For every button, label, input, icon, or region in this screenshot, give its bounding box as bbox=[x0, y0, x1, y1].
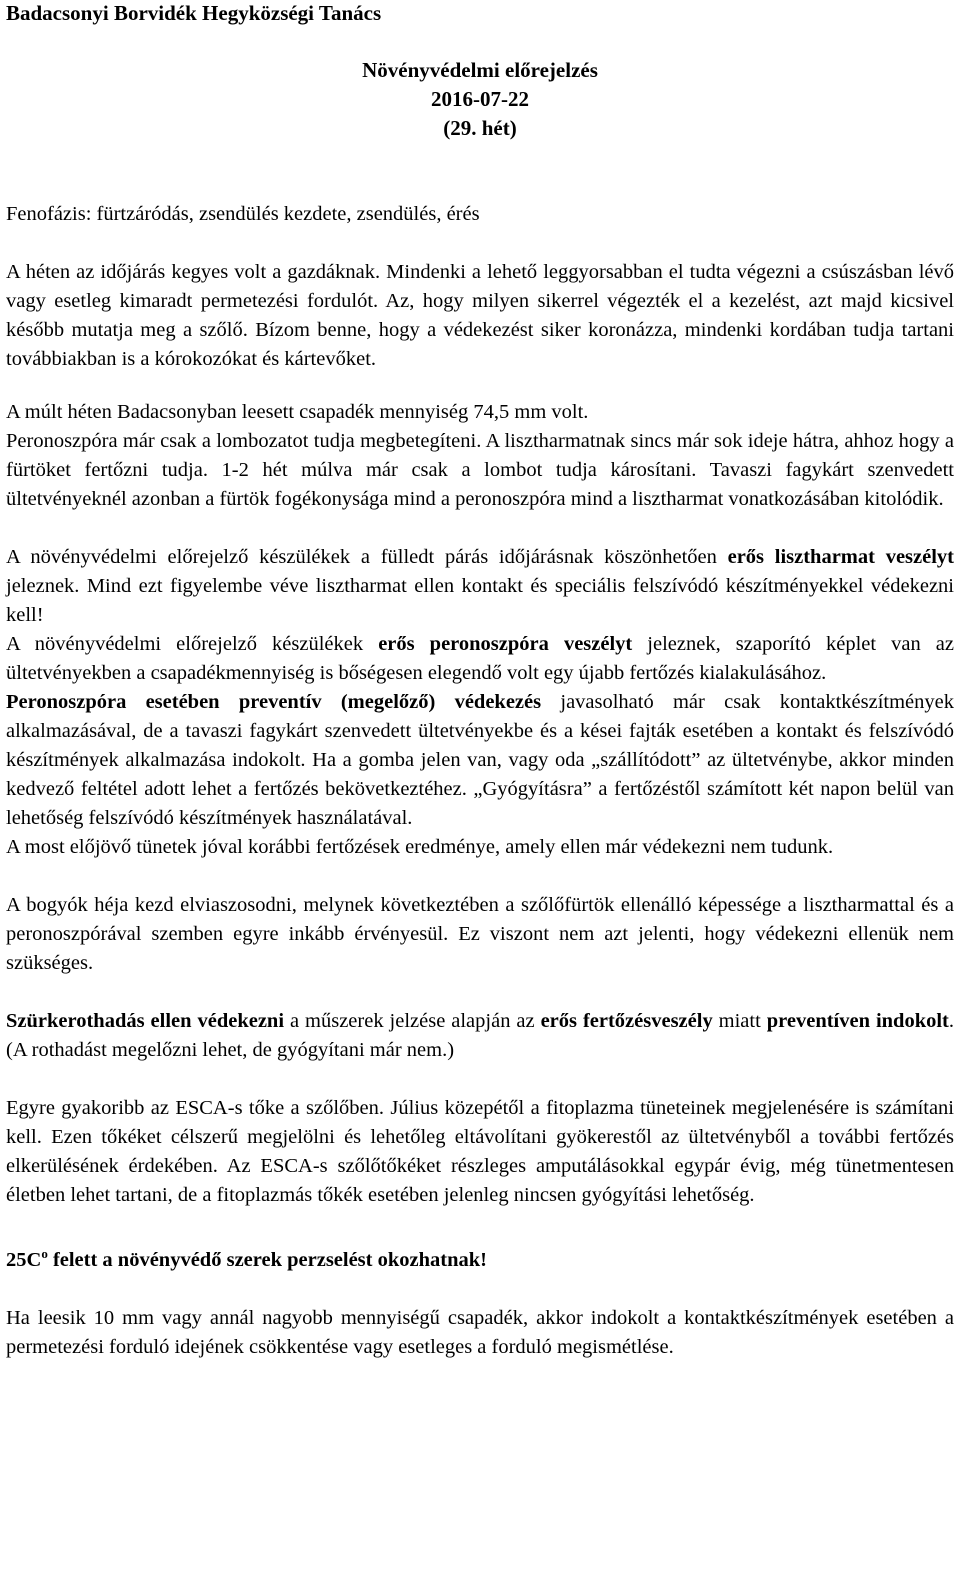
paragraph-symptoms: A most előjövő tünetek jóval korábbi fertőzések eredménye, amely ellen már védekezni nem tudunk. bbox=[6, 836, 834, 858]
text-run: jeleznek, szaporító képlet van az ültetvényekben a csapadékmennyiség is bőségesen elegendő volt egy újabb fertőzés kialakulásához. bbox=[6, 633, 954, 684]
paragraph-esca: Egyre gyakoribb az ESCA-s tőke a szőlőben. Július közepétől a fitoplazma tüneteinek megjelenésére is számítani kell. Ezen tőkéket célszerű megjelölni és lehetőleg eltávolítani gyökerestől az ültetvényből a további fertőzés elkerülésének érdekében. Az ESCA-s szőlőtőkéket részleges amputálásokkal egypár évig, még tünetmentesen életben lehet tartani, de a fitoplazmás tőkék esetében jelenleg nincsen gyógyítási lehetőség. bbox=[6, 1097, 954, 1206]
emphasis-text: erős peronoszpóra veszélyt bbox=[378, 633, 633, 655]
paragraph-disease-status: Peronoszpóra már csak a lombozatot tudja megbetegíteni. A lisztharmatnak sincs már sok ideje hátra, ahhoz hogy a fürtöket fertőzni tudja. 1-2 hét múlva már csak a lombot tudja károsítani. Tavaszi fagykárt szenvedett ültetvényeknél azonban a fürtök fogékonysága mind a peronoszpóra mind a lisztharmat vonatkozásában kitolódik. bbox=[6, 430, 954, 510]
degree-superscript: o bbox=[41, 1246, 48, 1261]
paragraph-powdery-mildew-warning bbox=[6, 543, 954, 630]
text-run: A növényvédelmi előrejelző készülékek a fülledt párás időjárásnak köszönhetően bbox=[6, 546, 728, 568]
emphasis-text: erős lisztharmat veszélyt bbox=[727, 546, 954, 568]
organization-name: Badacsonyi Borvidék Hegyközségi Tanács bbox=[6, 1, 382, 25]
document-body bbox=[6, 200, 954, 1362]
paragraph-precipitation: A múlt héten Badacsonyban leesett csapadék mennyiség 74,5 mm volt. bbox=[6, 401, 589, 423]
text-run: A növényvédelmi előrejelző készülékek bbox=[6, 633, 379, 655]
paragraph-rain-rule: Ha leesik 10 mm vagy annál nagyobb mennyiségű csapadék, akkor indokolt a kontaktkészítmények esetében a permetezési forduló idejének csökkentése vagy esetleges a forduló megismétlése. bbox=[6, 1306, 954, 1358]
paragraph-grey-mould bbox=[6, 1007, 954, 1065]
text-run: 25C bbox=[6, 1248, 42, 1271]
paragraph-berry-skin: A bogyók héja kezd elviaszosodni, melynek következtében a szőlőfürtök ellenálló képessége a lisztharmattal és a peronoszpórával szemben egyre inkább érvényesül. Ez viszont nem azt jelenti, hogy védekezni ellenük nem szükséges. bbox=[6, 894, 954, 974]
document-header bbox=[0, 56, 960, 143]
text-run: miatt bbox=[712, 1010, 767, 1032]
emphasis-text: Peronoszpóra esetében preventív (megelőző) védekezés bbox=[6, 691, 542, 713]
paragraph-preventive-protection bbox=[6, 688, 954, 833]
paragraph-downy-mildew-warning bbox=[6, 630, 954, 688]
document-week: (29. hét) bbox=[443, 116, 517, 140]
paragraph-weather: A héten az időjárás kegyes volt a gazdáknak. Mindenki a lehető leggyorsabban el tudta végezni a csúszásban lévő vagy esetleg kimaradt permetezési fordulót. Az, hogy milyen sikerrel végezték el a kezelést, azt majd kicsivel később mutatja meg a szőlő. Bízom benne, hogy a védekezést siker koronázza, mindenki kordában tudja tartani továbbiakban is a kórokozókat és kártevőket. bbox=[6, 261, 954, 370]
emphasis-text: preventíven indokolt bbox=[766, 1010, 949, 1032]
text-run: javasolható már csak kontaktkészítmények alkalmazásával, de a tavaszi fagykárt szenvedett ültetvényekbe és a kései fajták esetében a kontakt és felszívódó készítmények alkalmazása indokolt. Ha a gomba jelen van, vagy oda „szállítódott” az ültetvénybe, akkor minden kedvező feltétel adott lehet a fertőzés bekövetkeztéhez. „Gyógyításra” a fertőzéstől számított két napon belül van lehetőség felszívódó készítmények használatával. bbox=[6, 691, 954, 829]
phenophase-line: Fenofázis: fürtzáródás, zsendülés kezdete, zsendülés, érés bbox=[6, 203, 480, 225]
text-run: jeleznek. Mind ezt figyelembe véve lisztharmat ellen kontakt és speciális felszívódó készítményekkel védekezni kell! bbox=[6, 575, 954, 626]
document-date: 2016-07-22 bbox=[431, 87, 529, 111]
emphasis-text: Szürkerothadás ellen védekezni bbox=[6, 1010, 285, 1032]
text-run: a műszerek jelzése alapján az bbox=[284, 1010, 541, 1032]
document-title: Növényvédelmi előrejelzés bbox=[362, 58, 598, 82]
text-run: . (A rothadást megelőzni lehet, de gyógyítani már nem.) bbox=[6, 1010, 955, 1061]
emphasis-text: erős fertőzésveszély bbox=[540, 1010, 713, 1032]
paragraph-temperature-warning bbox=[6, 1239, 954, 1275]
text-run: felett a növényvédő szerek perzselést okozhatnak! bbox=[47, 1248, 487, 1271]
